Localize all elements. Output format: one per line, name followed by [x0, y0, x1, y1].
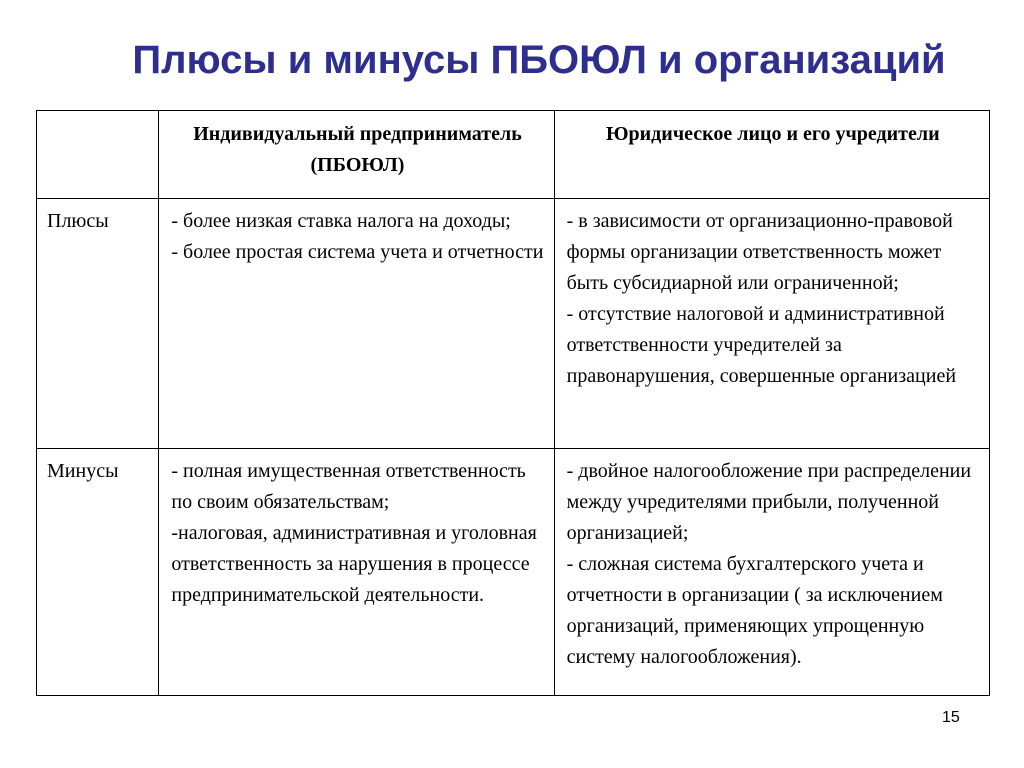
cons-ip-cell — [159, 449, 554, 696]
cons-ip-item: -налоговая, административная и уголовная ответственность за нарушения в процессе предпринимательской деятельности. — [171, 522, 537, 606]
pros-ip-cell — [159, 199, 554, 449]
pros-ip-item: - более низкая ставка налога на доходы; — [171, 210, 511, 232]
table-row-pros — [37, 199, 990, 449]
comparison-table — [36, 110, 990, 696]
cons-legal-item: - двойное налогообложение при распределении между учредителями прибыли, полученной организацией; — [566, 460, 972, 544]
pros-legal-cell — [554, 199, 989, 449]
cons-legal-item: - сложная система бухгалтерского учета и отчетности в организации ( за исключением организаций, применяющих упрощенную систему налогообложения). — [566, 553, 943, 668]
cons-ip-item: - полная имущественная ответственность по своим обязательствам; — [171, 460, 526, 513]
cons-legal-cell — [554, 449, 989, 696]
pros-legal-item: - в зависимости от организационно-правовой формы организации ответственность может быть субсидиарной или ограниченной; — [566, 210, 953, 294]
row-label-cons: Минусы — [37, 449, 159, 696]
header-legal-entity: Юридическое лицо и его учредители — [554, 111, 989, 199]
header-ip: Индивидуальный предприниматель (ПБОЮЛ) — [159, 111, 554, 199]
row-label-pros: Плюсы — [37, 199, 159, 449]
pros-ip-item: - более простая система учета и отчетности — [171, 241, 544, 263]
table-header-row — [37, 111, 990, 199]
pros-legal-item: - отсутствие налоговой и административной ответственности учредителей за правонарушения, совершенные организацией — [566, 303, 957, 387]
header-corner-cell — [37, 111, 159, 199]
page-number: 15 — [942, 709, 960, 726]
table-row-cons — [37, 449, 990, 696]
slide-title: Плюсы и минусы ПБОЮЛ и организаций — [132, 38, 946, 82]
